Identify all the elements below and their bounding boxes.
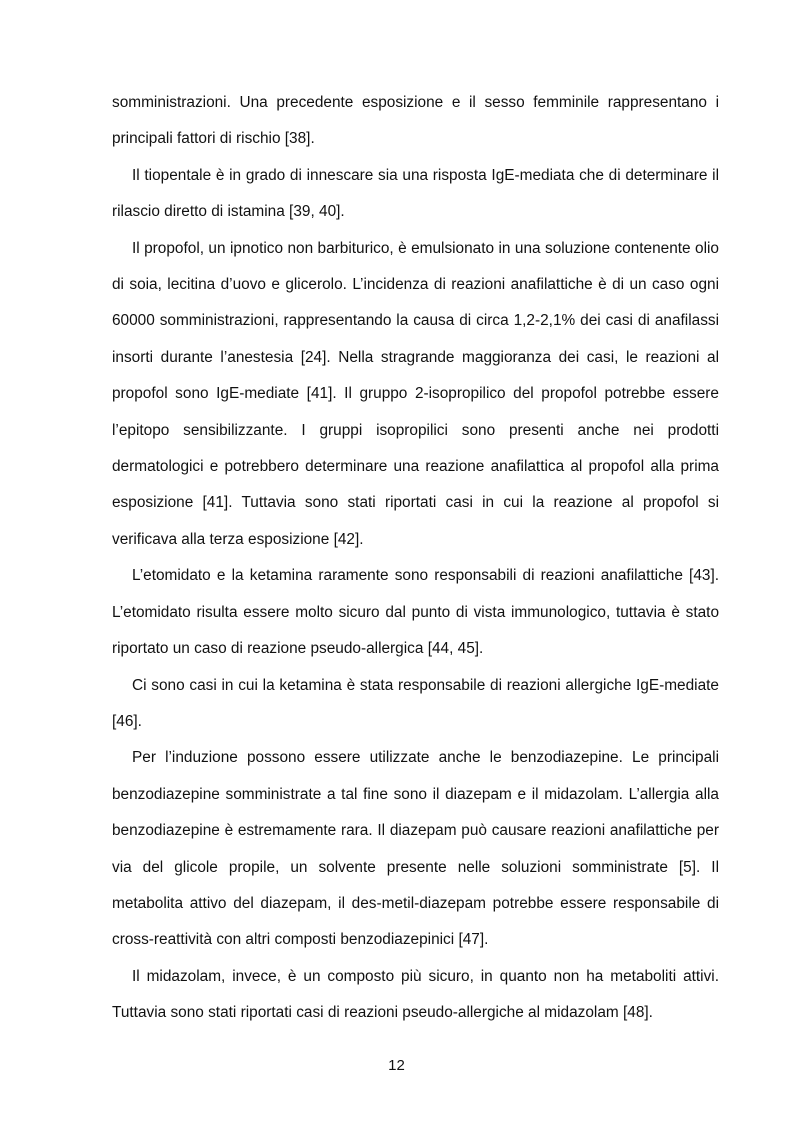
paragraph-benzodiazepine: Per l’induzione possono essere utilizzate anche le benzodiazepine. Le principali benzodiazepine somministrate a tal fine sono il diazepam e il midazolam. L’allergia alla benzodiazepine è estremamente rara. Il diazepam può causare reazioni anafilattiche per via del glicole propile, un solvente presente nelle soluzioni somministrate [5]. Il metabolita attivo del diazepam, il des-metil-diazepam potrebbe essere responsabile di cross-reattività con altri composti benzodiazepinici [47].: [112, 749, 719, 949]
paragraph-etomidato: L’etomidato e la ketamina raramente sono responsabili di reazioni anafilattiche [43]. L’etomidato risulta essere molto sicuro dal punto di vista immunologico, tuttavia è stato riportato un caso di reazione pseudo-allergica [44, 45].: [112, 567, 719, 658]
paragraph-ketamina: Ci sono casi in cui la ketamina è stata responsabile di reazioni allergiche IgE-mediate [46].: [112, 676, 719, 730]
paragraph-continuation: somministrazioni. Una precedente esposizione e il sesso femminile rappresentano i principali fattori di rischio [38].: [112, 94, 719, 148]
paragraph-midazolam: Il midazolam, invece, è un composto più sicuro, in quanto non ha metaboliti attivi. Tuttavia sono stati riportati casi di reazioni pseudo-allergiche al midazolam [48].: [112, 967, 719, 1022]
page-body: [112, 85, 719, 1032]
page-number: 12: [388, 1057, 405, 1074]
paragraph-tiopentale: Il tiopentale è in grado di innescare sia una risposta IgE-mediata che di determinare il rilascio diretto di istamina [39, 40].: [112, 166, 719, 221]
paragraph-propofol: Il propofol, un ipnotico non barbiturico, è emulsionato in una soluzione contenente olio di soia, lecitina d’uovo e glicerolo. L’incidenza di reazioni anafilattiche è di un caso ogni 60000 somministrazioni, rappresentando la causa di circa 1,2-2,1% dei casi di anafilassi insorti durante l’anestesia [24]. Nella stragrande maggioranza dei casi, le reazioni al propofol sono IgE-mediate [41]. Il gruppo 2-isopropilico del propofol potrebbe essere l’epitopo sensibilizzante. I gruppi isopropilici sono presenti anche nei prodotti dermatologici e potrebbero determinare una reazione anafilattica al propofol alla prima esposizione [41]. Tuttavia sono stati riportati casi in cui la reazione al propofol si verificava alla terza esposizione [42].: [112, 239, 719, 548]
